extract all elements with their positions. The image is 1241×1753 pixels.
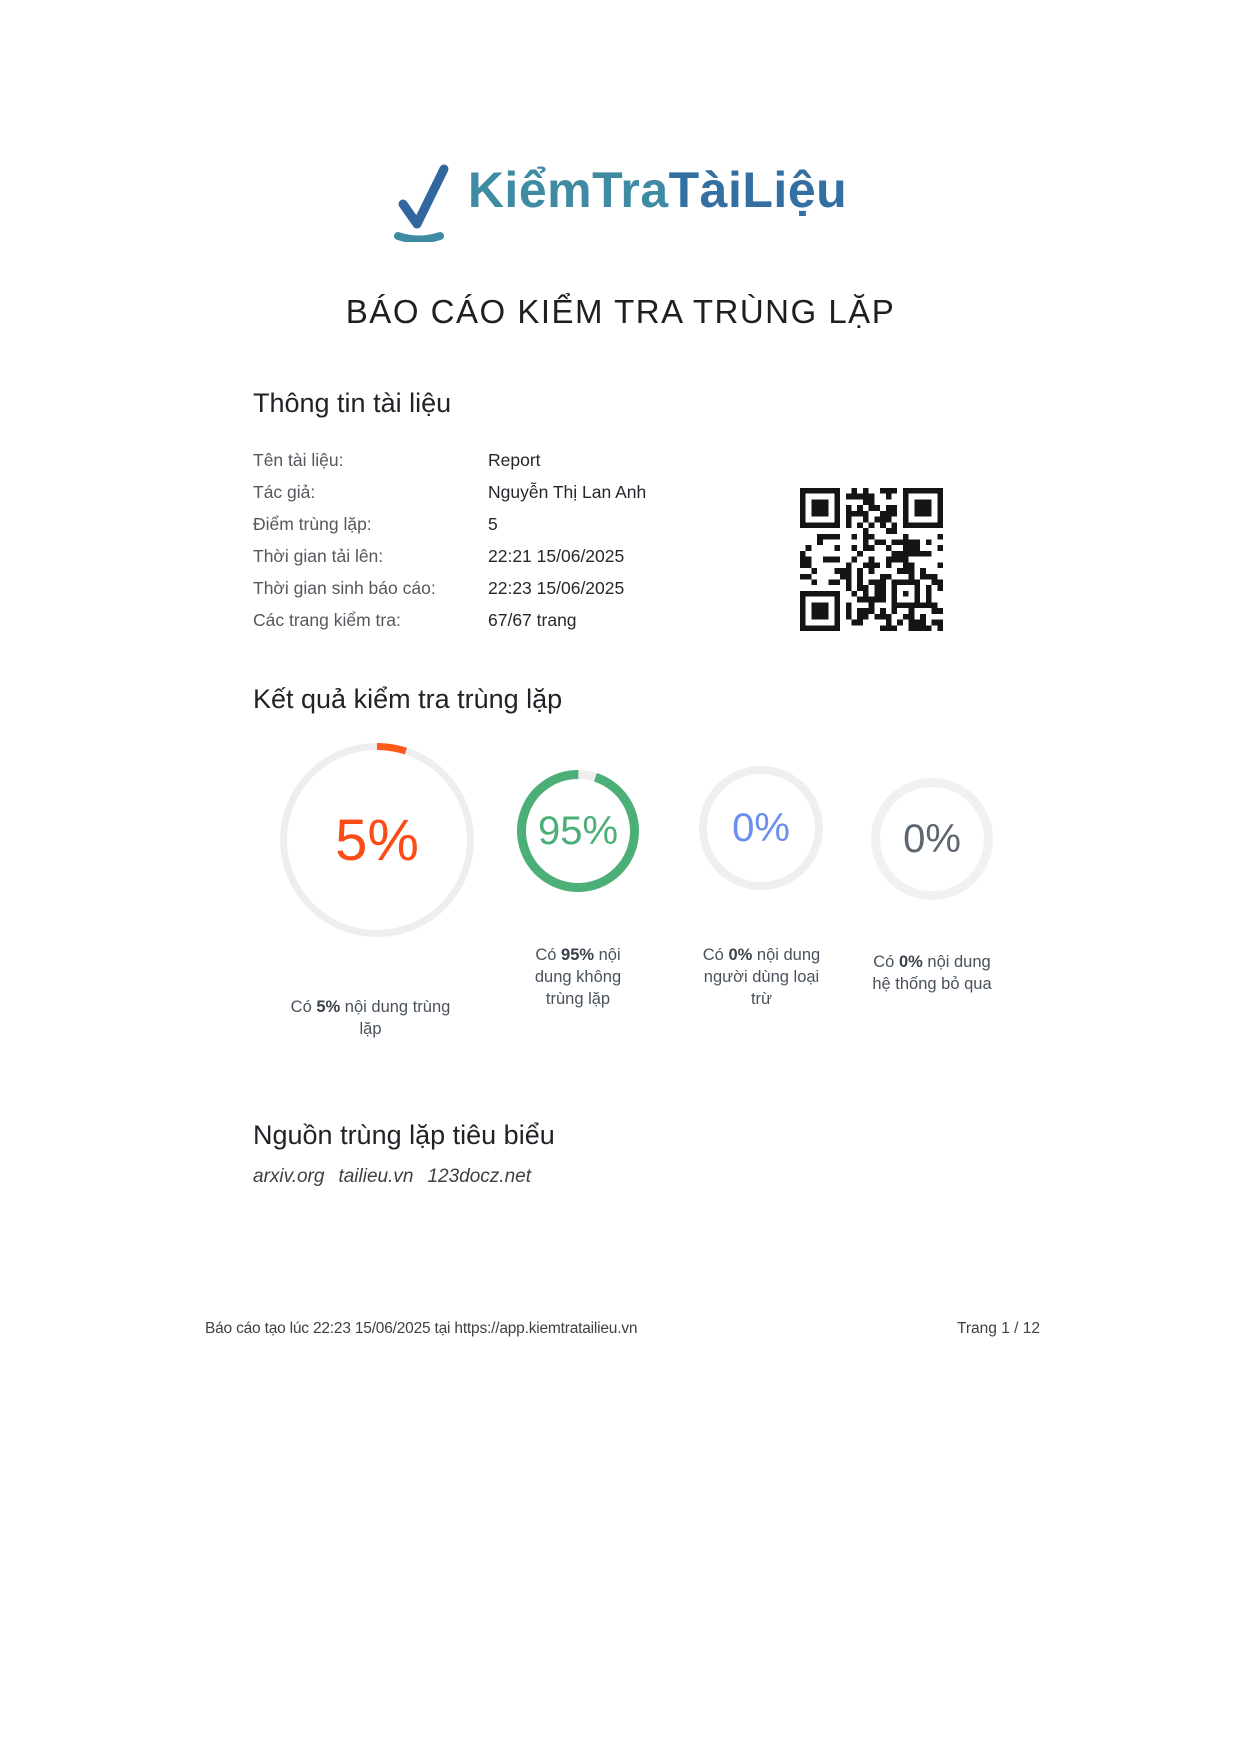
- field-label: Điểm trùng lặp:: [253, 513, 372, 534]
- brand-name-part2: TàiLiệu: [668, 162, 848, 218]
- brand-name-part1: KiểmTra: [467, 162, 669, 218]
- caption-percent: 0%: [728, 946, 753, 964]
- gauge-value: 5%: [335, 807, 419, 873]
- caption-text: nội dung hệ thống bỏ qua: [872, 953, 992, 993]
- source-item: arxiv.org: [253, 1166, 325, 1187]
- info-row-report-time: [253, 572, 813, 604]
- info-row-duplicate-score: [253, 508, 813, 540]
- field-value: Nguyễn Thị Lan Anh: [488, 481, 647, 502]
- gauge-caption-system-skipped: [862, 951, 1002, 995]
- field-label: Thời gian sinh báo cáo:: [253, 577, 436, 598]
- gauge-value: 0%: [732, 805, 790, 850]
- info-row-author: [253, 476, 813, 508]
- caption-text: Có: [702, 946, 729, 964]
- field-value: 67/67 trang: [488, 609, 577, 630]
- section-heading-document-info: Thông tin tài liệu: [253, 388, 452, 418]
- field-value: 5: [488, 513, 498, 534]
- caption-text: nội dung không trùng lặp: [534, 946, 622, 1008]
- gauge-caption-unique: [517, 944, 639, 1010]
- caption-percent: 5%: [316, 998, 341, 1016]
- field-label: Tác giả:: [253, 481, 316, 502]
- info-row-pages-checked: [253, 604, 813, 636]
- field-value: 22:23 15/06/2025: [488, 577, 625, 598]
- caption-text: Có: [535, 946, 562, 964]
- source-item: tailieu.vn: [338, 1166, 414, 1187]
- source-list: [253, 1166, 545, 1188]
- field-label: Các trang kiểm tra:: [253, 609, 401, 630]
- caption-text: nội dung trùng lặp: [340, 998, 451, 1038]
- caption-percent: 95%: [561, 946, 595, 964]
- gauge-caption-user-excluded: [694, 944, 829, 1010]
- brand-name: [468, 150, 847, 230]
- field-label: Tên tài liệu:: [253, 449, 344, 470]
- caption-text: nội dung người dùng loại trừ: [703, 946, 821, 1008]
- info-row-upload-time: [253, 540, 813, 572]
- brand-logo: [0, 150, 1241, 242]
- footer-report-info: Báo cáo tạo lúc 22:23 15/06/2025 tại https://app.kiemtratailieu.vn: [205, 1320, 638, 1337]
- info-row-document-name: [253, 444, 813, 476]
- checkmark-icon: [394, 150, 456, 242]
- page-title: BÁO CÁO KIỂM TRA TRÙNG LẶP: [345, 293, 896, 330]
- footer-page-number: Trang 1 / 12: [956, 1320, 1040, 1337]
- section-heading-sources: Nguồn trùng lặp tiêu biểu: [253, 1120, 555, 1150]
- gauge-value: 95%: [537, 808, 619, 853]
- caption-text: Có: [873, 953, 899, 971]
- field-value: Report: [488, 449, 541, 470]
- document-info-table: [253, 444, 813, 636]
- gauge-value: 0%: [903, 816, 961, 861]
- gauge-caption-duplicate: [283, 996, 458, 1040]
- section-heading-results: Kết quả kiểm tra trùng lặp: [253, 684, 563, 714]
- field-value: 22:21 15/06/2025: [488, 545, 625, 566]
- caption-text: Có: [290, 998, 317, 1016]
- qr-code: [800, 488, 943, 631]
- gauge-unique-percent: [517, 770, 639, 892]
- gauge-user-excluded-percent: [699, 766, 823, 890]
- caption-percent: 0%: [898, 953, 923, 971]
- gauge-duplicate-percent: [280, 743, 474, 937]
- gauge-system-skipped-percent: [871, 778, 993, 900]
- field-label: Thời gian tải lên:: [253, 545, 384, 566]
- source-item: 123docz.net: [427, 1166, 531, 1187]
